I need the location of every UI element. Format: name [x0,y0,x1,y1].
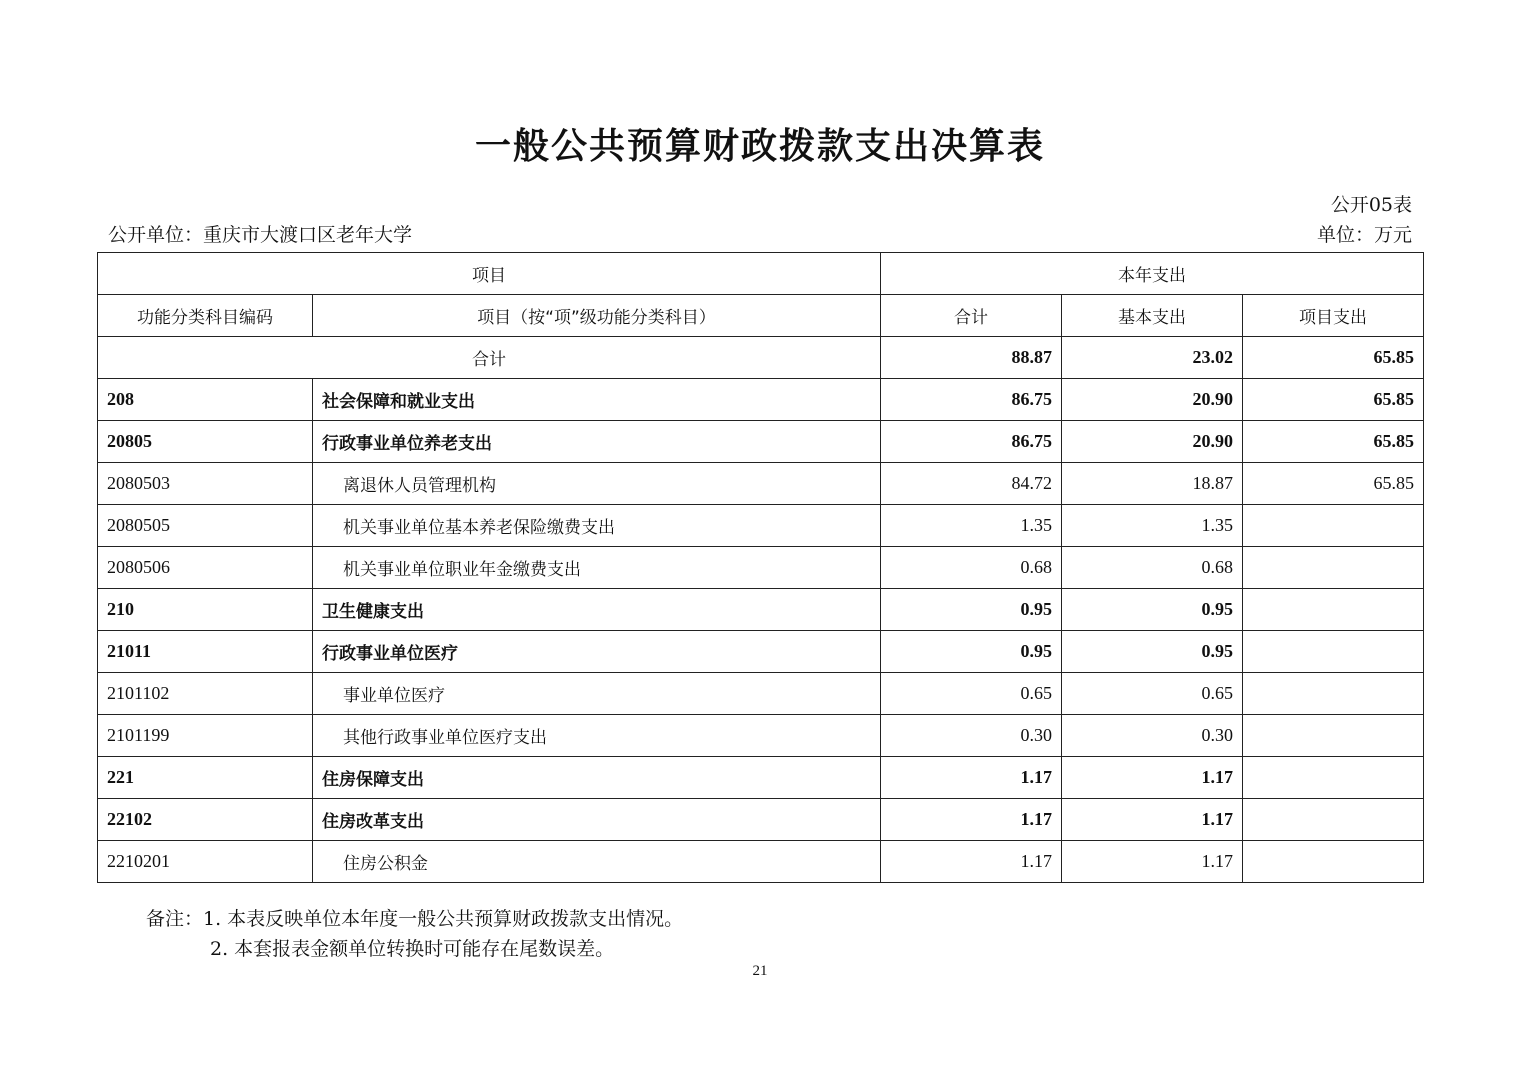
header-project-exp: 项目支出 [1243,295,1424,337]
row-total: 0.68 [881,547,1062,589]
row-name: 住房保障支出 [313,757,881,799]
form-number: 公开05表 [1330,194,1412,216]
table-row [98,505,1424,547]
row-name: 事业单位医疗 [313,673,881,715]
row-project [1243,673,1424,715]
row-project [1243,757,1424,799]
table-row [98,421,1424,463]
row-total: 1.35 [881,505,1062,547]
row-basic: 0.30 [1062,715,1243,757]
row-total: 86.75 [881,421,1062,463]
table-row [98,589,1424,631]
total-amount: 88.87 [881,337,1062,379]
row-code: 208 [98,379,313,421]
row-basic: 20.90 [1062,379,1243,421]
row-basic: 1.35 [1062,505,1243,547]
row-code: 2210201 [98,841,313,883]
table-row [98,547,1424,589]
row-code: 2080503 [98,463,313,505]
total-label: 合计 [98,337,881,379]
row-total: 1.17 [881,841,1062,883]
row-name: 机关事业单位基本养老保险缴费支出 [313,505,881,547]
row-project [1243,505,1424,547]
row-name: 社会保障和就业支出 [313,379,881,421]
row-project: 65.85 [1243,379,1424,421]
row-total: 86.75 [881,379,1062,421]
header-current-year: 本年支出 [881,253,1424,295]
row-project [1243,547,1424,589]
table-row [98,715,1424,757]
table-row [98,673,1424,715]
notes [146,904,683,964]
row-project [1243,715,1424,757]
total-project: 65.85 [1243,337,1424,379]
row-code: 21011 [98,631,313,673]
row-total: 0.30 [881,715,1062,757]
row-code: 2080506 [98,547,313,589]
header-basic: 基本支出 [1062,295,1243,337]
table-row [98,379,1424,421]
row-project: 65.85 [1243,421,1424,463]
page-title: 一般公共预算财政拨款支出决算表 [474,126,1045,167]
row-project [1243,841,1424,883]
row-name: 机关事业单位职业年金缴费支出 [313,547,881,589]
row-code: 22102 [98,799,313,841]
row-name: 行政事业单位养老支出 [313,421,881,463]
row-code: 221 [98,757,313,799]
row-total: 0.65 [881,673,1062,715]
row-project [1243,799,1424,841]
amount-unit: 单位：万元 [1316,224,1412,246]
row-basic: 20.90 [1062,421,1243,463]
row-total: 84.72 [881,463,1062,505]
row-code: 20805 [98,421,313,463]
row-total: 1.17 [881,757,1062,799]
row-name: 住房公积金 [313,841,881,883]
table-row [98,463,1424,505]
note-line-1: 备注：1. 本表反映单位本年度一般公共预算财政拨款支出情况。 [146,908,684,930]
header-item: 项目（按“项”级功能分类科目） [313,295,881,337]
row-basic: 0.65 [1062,673,1243,715]
header-total: 合计 [881,295,1062,337]
table-row [98,841,1424,883]
row-total: 0.95 [881,589,1062,631]
reporting-unit: 公开单位：重庆市大渡口区老年大学 [108,224,413,246]
page-number: 21 [752,963,768,979]
row-basic: 18.87 [1062,463,1243,505]
header-project: 项目 [98,253,881,295]
header-code: 功能分类科目编码 [98,295,313,337]
row-code: 2080505 [98,505,313,547]
header-row-2 [98,295,1424,337]
row-basic: 0.68 [1062,547,1243,589]
table-row [98,631,1424,673]
row-name: 离退休人员管理机构 [313,463,881,505]
row-basic: 1.17 [1062,757,1243,799]
table-row [98,799,1424,841]
row-basic: 1.17 [1062,841,1243,883]
row-name: 卫生健康支出 [313,589,881,631]
row-total: 0.95 [881,631,1062,673]
row-total: 1.17 [881,799,1062,841]
total-basic: 23.02 [1062,337,1243,379]
row-basic: 1.17 [1062,799,1243,841]
row-code: 2101102 [98,673,313,715]
row-project [1243,631,1424,673]
row-basic: 0.95 [1062,589,1243,631]
row-project: 65.85 [1243,463,1424,505]
row-name: 住房改革支出 [313,799,881,841]
table-row [98,757,1424,799]
row-code: 2101199 [98,715,313,757]
row-name: 其他行政事业单位医疗支出 [313,715,881,757]
total-row [98,337,1424,379]
note-line-2: 2. 本套报表金额单位转换时可能存在尾数误差。 [210,938,615,960]
expenditure-table [97,252,1424,883]
header-row-1 [98,253,1424,295]
row-code: 210 [98,589,313,631]
row-project [1243,589,1424,631]
row-basic: 0.95 [1062,631,1243,673]
row-name: 行政事业单位医疗 [313,631,881,673]
